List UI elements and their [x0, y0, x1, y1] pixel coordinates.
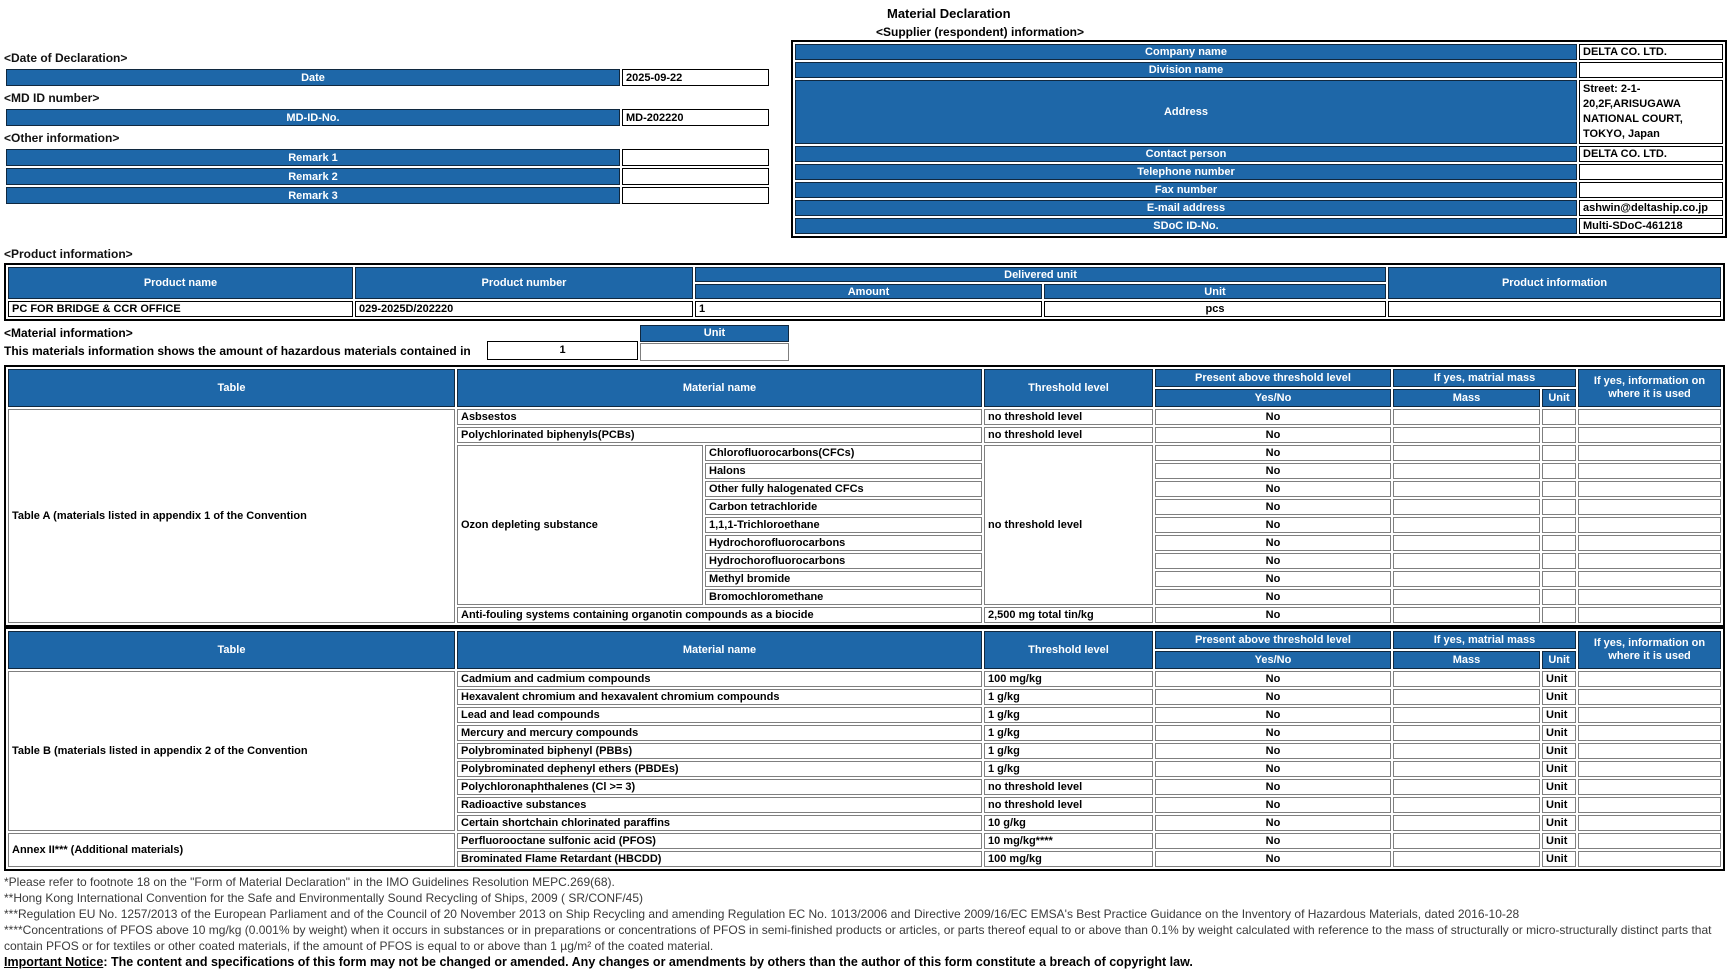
delivered-unit-header: Delivered unit: [695, 267, 1386, 282]
product-number-header: Product number: [355, 267, 693, 299]
col-table-header: Table: [8, 369, 455, 407]
yesno-field[interactable]: No: [1155, 851, 1391, 867]
annex-label: Annex II*** (Additional materials): [8, 833, 455, 867]
division-name-label: Division name: [795, 62, 1577, 78]
col-yesno-header: Yes/No: [1155, 389, 1391, 407]
material-unit-header: Unit: [640, 325, 789, 342]
col-mass-header: Mass: [1393, 651, 1540, 669]
fax-label: Fax number: [795, 182, 1577, 198]
threshold-value: 1 g/kg: [984, 689, 1153, 705]
mass-field[interactable]: [1393, 725, 1540, 741]
material-name: Hexavalent chromium and hexavalent chromium compounds: [457, 689, 982, 705]
yesno-field[interactable]: No: [1155, 481, 1391, 497]
remark-1-value-field[interactable]: [622, 149, 769, 166]
mass-field[interactable]: [1393, 607, 1540, 623]
mass-field[interactable]: [1393, 427, 1540, 443]
footnotes: [4, 875, 1728, 971]
threshold-value: 2,500 mg total tin/kg: [984, 607, 1153, 623]
mass-field[interactable]: [1393, 689, 1540, 705]
yesno-field[interactable]: No: [1155, 779, 1391, 795]
yesno-field[interactable]: No: [1155, 589, 1391, 605]
material-intro-text: This materials information shows the amount of hazardous materials contained in: [4, 344, 471, 358]
material-name: Hydrochorofluorocarbons: [705, 535, 982, 551]
footnote-2: **Hong Kong International Convention for the Safe and Environmentally Sound Recycling of Ships, 2009 ( SR/CONF/45): [4, 891, 644, 905]
mass-field[interactable]: [1393, 571, 1540, 587]
table-row: [795, 62, 1723, 78]
date-value-field[interactable]: 2025-09-22: [622, 69, 769, 86]
product-name-field[interactable]: PC FOR BRIDGE & CCR OFFICE: [8, 301, 353, 317]
unit-field[interactable]: Unit: [1542, 689, 1576, 705]
unit-field[interactable]: Unit: [1542, 851, 1576, 867]
address-label: Address: [795, 80, 1577, 144]
mass-field[interactable]: [1393, 517, 1540, 533]
remark-3-label: Remark 3: [6, 187, 620, 204]
mass-field[interactable]: [1393, 481, 1540, 497]
col-material-name-header: Material name: [457, 369, 982, 407]
remarks-table: [4, 147, 771, 206]
unit-field[interactable]: [1542, 553, 1576, 569]
unit-field[interactable]: [1542, 571, 1576, 587]
where-used-field[interactable]: [1578, 517, 1721, 533]
unit-field[interactable]: [1542, 445, 1576, 461]
ozone-group-label: Ozon depleting substance: [457, 445, 703, 605]
yesno-field[interactable]: No: [1155, 409, 1391, 425]
material-name: Polychloronaphthalenes (Cl >= 3): [457, 779, 982, 795]
where-used-field[interactable]: [1578, 589, 1721, 605]
table-row: [795, 80, 1723, 144]
yesno-field[interactable]: No: [1155, 797, 1391, 813]
unit-field[interactable]: [1542, 535, 1576, 551]
threshold-value: 1 g/kg: [984, 707, 1153, 723]
threshold-value: no threshold level: [984, 427, 1153, 443]
mass-field[interactable]: [1393, 553, 1540, 569]
sdoc-id-field[interactable]: Multi-SDoC-461218: [1579, 218, 1723, 234]
yesno-field[interactable]: No: [1155, 571, 1391, 587]
table-a-header-row: [8, 369, 1721, 387]
material-name: Other fully halogenated CFCs: [705, 481, 982, 497]
threshold-value: no threshold level: [984, 779, 1153, 795]
unit-field[interactable]: [1542, 427, 1576, 443]
threshold-value: no threshold level: [984, 445, 1153, 605]
material-name: Bromochloromethane: [705, 589, 982, 605]
where-used-field[interactable]: [1578, 607, 1721, 623]
email-field[interactable]: ashwin@deltaship.co.jp: [1579, 200, 1723, 216]
mass-field[interactable]: [1393, 671, 1540, 687]
top-area: [4, 0, 1734, 238]
unit-field[interactable]: Unit: [1542, 779, 1576, 795]
yesno-field[interactable]: No: [1155, 427, 1391, 443]
supplier-section-label: <Supplier (respondent) information>: [876, 25, 1085, 39]
material-section-label: <Material information>: [4, 326, 133, 340]
product-section: [4, 247, 1734, 321]
material-name: Carbon tetrachloride: [705, 499, 982, 515]
material-name: Radioactive substances: [457, 797, 982, 813]
unit-field[interactable]: Unit: [1542, 743, 1576, 759]
mass-field[interactable]: [1393, 589, 1540, 605]
table-row: [8, 671, 1721, 687]
table-row: [795, 164, 1723, 180]
where-used-field[interactable]: [1578, 815, 1721, 831]
supplier-table: [791, 40, 1727, 238]
where-used-field[interactable]: [1578, 463, 1721, 479]
material-name: Lead and lead compounds: [457, 707, 982, 723]
mass-field[interactable]: [1393, 833, 1540, 849]
threshold-value: 10 g/kg: [984, 815, 1153, 831]
important-notice-label: Important Notice: [4, 955, 104, 969]
footnote-3: ***Regulation EU No. 1257/2013 of the European Parliament and of the Council of 20 November 2013 on Ship Recycling and amending Regulation EC No. 1013/2006 and Directive 2009/16/EC EMSA's Best Practice Guidance on the Inventory of Hazardous Materials, dated 2016-10-28: [4, 907, 1520, 921]
col-material-name-header: Material name: [457, 631, 982, 669]
where-used-field[interactable]: [1578, 499, 1721, 515]
unit-field[interactable]: [1542, 607, 1576, 623]
col-if-yes-info-header: If yes, information on where it is used: [1578, 369, 1721, 407]
mass-field[interactable]: [1393, 815, 1540, 831]
page-title: Material Declaration: [887, 6, 1011, 21]
unit-field[interactable]: [1542, 589, 1576, 605]
unit-header: Unit: [1044, 284, 1386, 299]
amount-header: Amount: [695, 284, 1042, 299]
material-name: Polychlorinated biphenyls(PCBs): [457, 427, 982, 443]
where-used-field[interactable]: [1578, 797, 1721, 813]
unit-field[interactable]: [1542, 481, 1576, 497]
sdoc-id-label: SDoC ID-No.: [795, 218, 1577, 234]
material-name: Hydrochorofluorocarbons: [705, 553, 982, 569]
unit-field[interactable]: Unit: [1542, 815, 1576, 831]
contact-person-field[interactable]: DELTA CO. LTD.: [1579, 146, 1723, 162]
mass-field[interactable]: [1393, 499, 1540, 515]
table-row: [795, 146, 1723, 162]
mass-field[interactable]: [1393, 463, 1540, 479]
contact-person-label: Contact person: [795, 146, 1577, 162]
where-used-field[interactable]: [1578, 725, 1721, 741]
important-notice: [4, 955, 1728, 971]
material-name: Cadmium and cadmium compounds: [457, 671, 982, 687]
where-used-field[interactable]: [1578, 445, 1721, 461]
material-unit-field[interactable]: [640, 343, 789, 361]
col-if-yes-mass-header: If yes, matrial mass: [1393, 369, 1576, 387]
unit-field[interactable]: Unit: [1542, 725, 1576, 741]
col-present-header: Present above threshold level: [1155, 631, 1391, 649]
table-row: [8, 833, 1721, 849]
col-unit-header: Unit: [1542, 651, 1576, 669]
where-used-field[interactable]: [1578, 481, 1721, 497]
where-used-field[interactable]: [1578, 427, 1721, 443]
important-notice-text: : The content and specifications of this form may not be changed or amended. Any changes or amendments by others than the author of this form constitute a breach of copyright law.: [103, 955, 1193, 969]
product-info-header: Product information: [1388, 267, 1721, 299]
where-used-field[interactable]: [1578, 409, 1721, 425]
remark-2-label: Remark 2: [6, 168, 620, 185]
yesno-field[interactable]: No: [1155, 833, 1391, 849]
product-header-row: [8, 267, 1721, 282]
yesno-field[interactable]: No: [1155, 517, 1391, 533]
yesno-field[interactable]: No: [1155, 499, 1391, 515]
yesno-field[interactable]: No: [1155, 553, 1391, 569]
fax-field[interactable]: [1579, 182, 1723, 198]
col-threshold-header: Threshold level: [984, 369, 1153, 407]
material-name: Certain shortchain chlorinated paraffins: [457, 815, 982, 831]
md-id-value-field[interactable]: MD-202220: [622, 109, 769, 126]
table-a-label: Table A (materials listed in appendix 1 of the Convention: [8, 409, 455, 623]
footnote-4: ****Concentrations of PFOS above 10 mg/kg (0.001% by weight) when it occurs in substances or in preparations or concentrations of PFOS in semi-finished products or articles, or parts thereof equal to or above than 0.1% by weight calculated with reference to the mass of structurally or micro-structurally distinct parts that contain PFOS or for textiles or other coated materials, if the amount of PFOS is equal to or above than 1 µg/m² of the coated material.: [4, 923, 1712, 953]
material-name: Mercury and mercury compounds: [457, 725, 982, 741]
table-row: [795, 200, 1723, 216]
table-b-header-row: [8, 631, 1721, 649]
product-info-field[interactable]: [1388, 301, 1721, 317]
footnote-1: *Please refer to footnote 18 on the "Form of Material Declaration" in the IMO Guidelines Resolution MEPC.269(68).: [4, 875, 615, 889]
material-name: Brominated Flame Retardant (HBCDD): [457, 851, 982, 867]
mass-field[interactable]: [1393, 797, 1540, 813]
table-row: [795, 218, 1723, 234]
table-row: [795, 182, 1723, 198]
declaration-meta: [4, 0, 772, 206]
product-number-field[interactable]: 029-2025D/202220: [355, 301, 693, 317]
product-name-header: Product name: [8, 267, 353, 299]
col-if-yes-mass-header: If yes, matrial mass: [1393, 631, 1576, 649]
product-unit-field[interactable]: pcs: [1044, 301, 1386, 317]
supplier-section: [791, 0, 1727, 238]
threshold-value: 1 g/kg: [984, 725, 1153, 741]
yesno-field[interactable]: No: [1155, 535, 1391, 551]
remark-1-label: Remark 1: [6, 149, 620, 166]
where-used-field[interactable]: [1578, 553, 1721, 569]
unit-field[interactable]: Unit: [1542, 707, 1576, 723]
unit-field[interactable]: [1542, 463, 1576, 479]
yesno-field[interactable]: No: [1155, 463, 1391, 479]
where-used-field[interactable]: [1578, 535, 1721, 551]
mass-field[interactable]: [1393, 409, 1540, 425]
date-table: [4, 67, 771, 88]
mass-field[interactable]: [1393, 535, 1540, 551]
yesno-field[interactable]: No: [1155, 743, 1391, 759]
material-name: Halons: [705, 463, 982, 479]
material-name: Polybrominated biphenyl (PBBs): [457, 743, 982, 759]
threshold-value: 100 mg/kg: [984, 671, 1153, 687]
yesno-field[interactable]: No: [1155, 689, 1391, 705]
where-used-field[interactable]: [1578, 761, 1721, 777]
where-used-field[interactable]: [1578, 571, 1721, 587]
col-present-header: Present above threshold level: [1155, 369, 1391, 387]
yesno-field[interactable]: No: [1155, 445, 1391, 461]
yesno-field[interactable]: No: [1155, 761, 1391, 777]
where-used-field[interactable]: [1578, 689, 1721, 705]
mass-field[interactable]: [1393, 851, 1540, 867]
col-table-header: Table: [8, 631, 455, 669]
material-name: Asbsestos: [457, 409, 982, 425]
table-b: [4, 627, 1725, 871]
threshold-value: 1 g/kg: [984, 761, 1153, 777]
remark-2-value-field[interactable]: [622, 168, 769, 185]
material-name: Polybrominated dephenyl ethers (PBDEs): [457, 761, 982, 777]
product-table: [4, 263, 1725, 321]
material-amount-field[interactable]: 1: [487, 341, 638, 360]
where-used-field[interactable]: [1578, 779, 1721, 795]
yesno-field[interactable]: No: [1155, 725, 1391, 741]
material-tables: [4, 365, 1734, 871]
threshold-value: 100 mg/kg: [984, 851, 1153, 867]
material-name: Chlorofluorocarbons(CFCs): [705, 445, 982, 461]
unit-field[interactable]: [1542, 499, 1576, 515]
mass-field[interactable]: [1393, 707, 1540, 723]
material-name: 1,1,1-Trichloroethane: [705, 517, 982, 533]
md-id-table: [4, 107, 771, 128]
md-id-label: MD-ID-No.: [6, 109, 620, 126]
other-info-section-label: <Other information>: [4, 131, 120, 145]
col-unit-header: Unit: [1542, 389, 1576, 407]
unit-field[interactable]: [1542, 409, 1576, 425]
where-used-field[interactable]: [1578, 707, 1721, 723]
md-id-section-label: <MD ID number>: [4, 91, 100, 105]
email-label: E-mail address: [795, 200, 1577, 216]
threshold-value: no threshold level: [984, 409, 1153, 425]
product-data-row: [8, 301, 1721, 317]
mass-field[interactable]: [1393, 743, 1540, 759]
product-section-label: <Product information>: [4, 247, 133, 261]
telephone-field[interactable]: [1579, 164, 1723, 180]
product-amount-field[interactable]: 1: [695, 301, 1042, 317]
table-a: [4, 365, 1725, 627]
company-name-label: Company name: [795, 44, 1577, 60]
yesno-field[interactable]: No: [1155, 707, 1391, 723]
telephone-label: Telephone number: [795, 164, 1577, 180]
where-used-field[interactable]: [1578, 671, 1721, 687]
mass-field[interactable]: [1393, 445, 1540, 461]
yesno-field[interactable]: No: [1155, 815, 1391, 831]
threshold-value: 10 mg/kg****: [984, 833, 1153, 849]
col-mass-header: Mass: [1393, 389, 1540, 407]
company-name-field[interactable]: DELTA CO. LTD.: [1579, 44, 1723, 60]
threshold-value: 1 g/kg: [984, 743, 1153, 759]
remark-3-value-field[interactable]: [622, 187, 769, 204]
mass-field[interactable]: [1393, 779, 1540, 795]
unit-field[interactable]: Unit: [1542, 671, 1576, 687]
material-name: Methyl bromide: [705, 571, 982, 587]
date-section-label: <Date of Declaration>: [4, 51, 128, 65]
unit-field[interactable]: [1542, 517, 1576, 533]
yesno-field[interactable]: No: [1155, 671, 1391, 687]
division-name-field[interactable]: [1579, 62, 1723, 78]
material-name: Anti-fouling systems containing organotin compounds as a biocide: [457, 607, 982, 623]
address-field[interactable]: Street: 2-1-20,2F,ARISUGAWA NATIONAL COURT, TOKYO, Japan: [1579, 80, 1723, 144]
mass-field[interactable]: [1393, 761, 1540, 777]
where-used-field[interactable]: [1578, 743, 1721, 759]
unit-field[interactable]: Unit: [1542, 761, 1576, 777]
table-row: [795, 44, 1723, 60]
col-yesno-header: Yes/No: [1155, 651, 1391, 669]
col-if-yes-info-header: If yes, information on where it is used: [1578, 631, 1721, 669]
table-row: [8, 409, 1721, 425]
where-used-field[interactable]: [1578, 833, 1721, 849]
threshold-value: no threshold level: [984, 797, 1153, 813]
where-used-field[interactable]: [1578, 851, 1721, 867]
yesno-field[interactable]: No: [1155, 607, 1391, 623]
unit-field[interactable]: Unit: [1542, 833, 1576, 849]
table-b-label: Table B (materials listed in appendix 2 of the Convention: [8, 671, 455, 831]
col-threshold-header: Threshold level: [984, 631, 1153, 669]
material-intro: [4, 325, 1734, 365]
material-name: Perfluorooctane sulfonic acid (PFOS): [457, 833, 982, 849]
unit-field[interactable]: Unit: [1542, 797, 1576, 813]
date-label: Date: [6, 69, 620, 86]
